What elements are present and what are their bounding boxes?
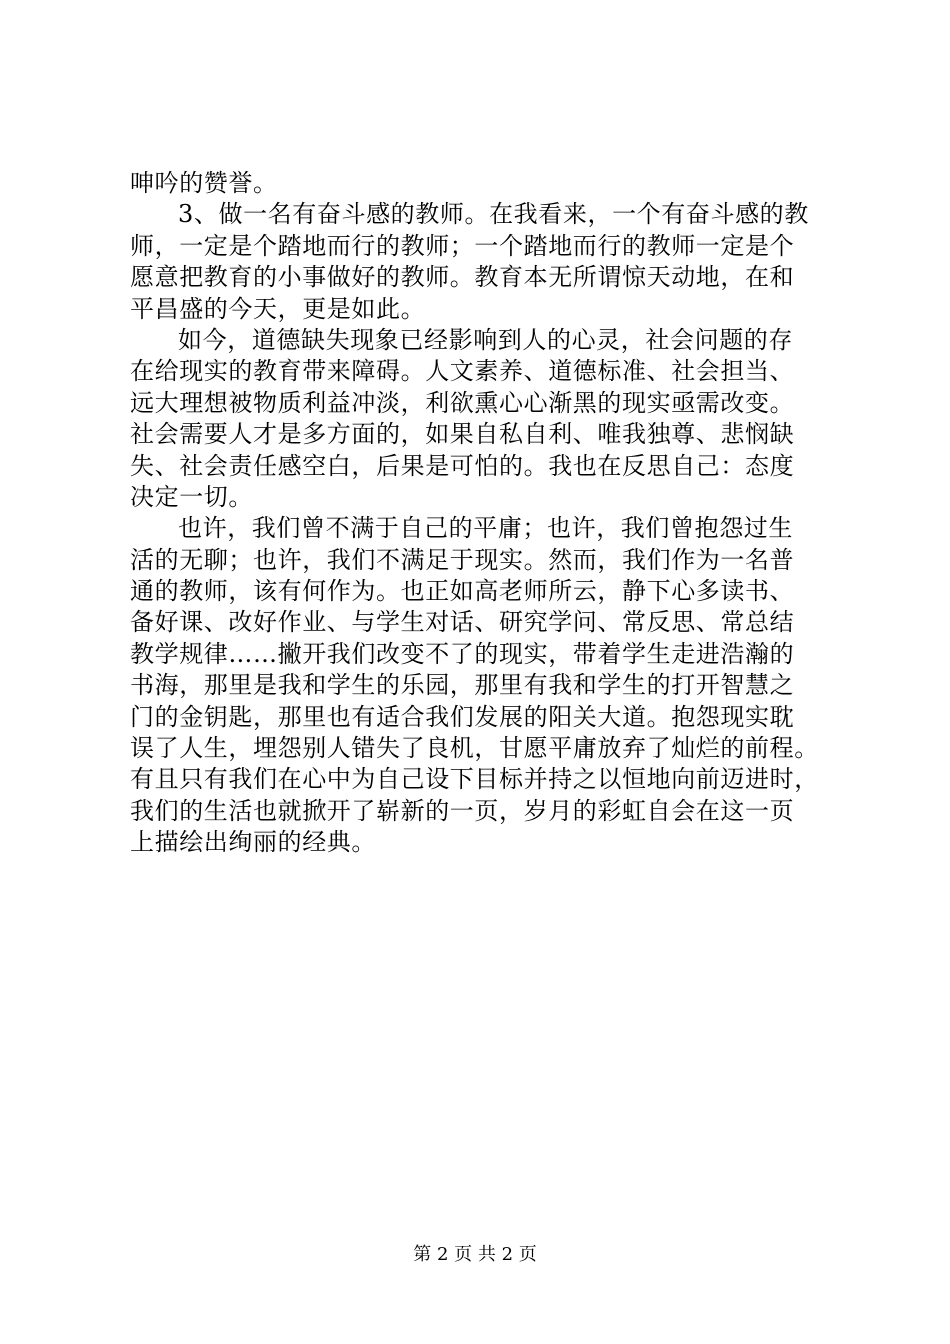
- text-line: 教学规律……撇开我们改变不了的现实，带着学生走进浩瀚的: [130, 639, 795, 668]
- text-line: 如今，道德缺失现象已经影响到人的心灵，社会问题的存: [178, 325, 793, 354]
- text-line: 活的无聊；也许，我们不满足于现实。然而，我们作为一名普: [130, 545, 795, 574]
- paragraph: [130, 199, 830, 325]
- text-line: 也许，我们曾不满于自己的平庸；也许，我们曾抱怨过生: [178, 514, 793, 543]
- paragraph: [130, 168, 830, 199]
- paragraph: [130, 325, 830, 513]
- text-line: 远大理想被物质利益冲淡，利欲熏心心渐黑的现实亟需改变。: [130, 388, 795, 417]
- page-number-footer: 第 2 页 共 2 页: [413, 1244, 537, 1265]
- text-line: 备好课、改好作业、与学生对话、研究学问、常反思、常总结: [130, 608, 795, 637]
- text-line: 在给现实的教育带来障碍。人文素养、道德标准、社会担当、: [130, 357, 795, 386]
- document-body: [130, 168, 830, 859]
- text-line: 门的金钥匙，那里也有适合我们发展的阳关大道。抱怨现实耽: [130, 702, 795, 731]
- text-line: 有且只有我们在心中为自己设下目标并持之以恒地向前迈进时，: [130, 765, 819, 794]
- text-line: 失、社会责任感空白，后果是可怕的。我也在反思自己：态度: [130, 451, 795, 480]
- paragraph: [130, 513, 830, 858]
- text-line: 误了人生，埋怨别人错失了良机，甘愿平庸放弃了灿烂的前程。: [130, 734, 819, 763]
- text-line: 决定一切。: [130, 482, 253, 511]
- text-line: 3、做一名有奋斗感的教师。在我看来，一个有奋斗感的教: [178, 200, 809, 229]
- text-line: 师，一定是个踏地而行的教师；一个踏地而行的教师一定是个: [130, 231, 795, 260]
- text-line: 书海，那里是我和学生的乐园，那里有我和学生的打开智慧之: [130, 671, 795, 700]
- text-line: 社会需要人才是多方面的，如果自私自利、唯我独尊、悲悯缺: [130, 420, 795, 449]
- text-line: 通的教师，该有何作为。也正如高老师所云，静下心多读书、: [130, 577, 795, 606]
- text-line: 上描绘出绚丽的经典。: [130, 828, 376, 857]
- text-line: 我们的生活也就掀开了崭新的一页，岁月的彩虹自会在这一页: [130, 796, 795, 825]
- text-line: 愿意把教育的小事做好的教师。教育本无所谓惊天动地，在和: [130, 263, 795, 292]
- text-line: 呻吟的赞誉。: [130, 169, 278, 197]
- text-line: 平昌盛的今天，更是如此。: [130, 294, 426, 323]
